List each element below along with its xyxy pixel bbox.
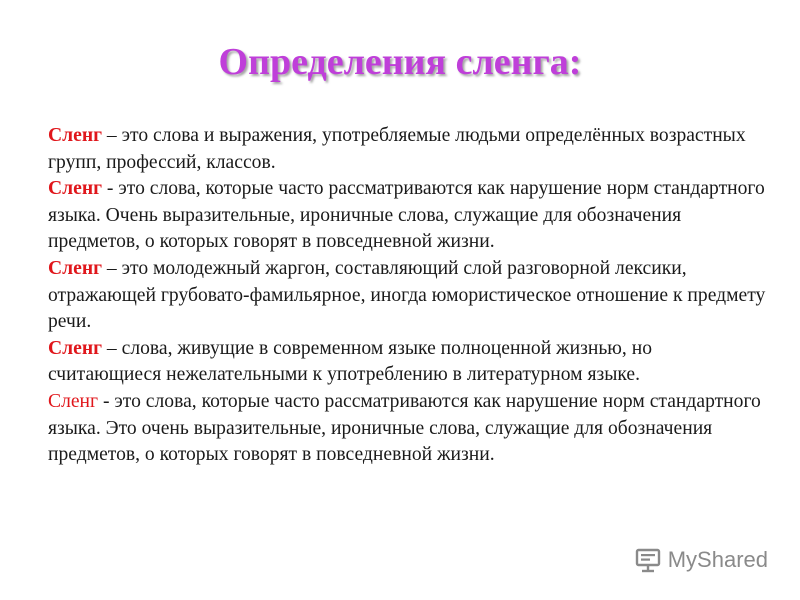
definition-text: - это слова, которые часто рассматриваются как нарушение норм стандартного языка. Это очень выразительные, ироничные слова, служащие для обозначения предметов, о которых говорят в повседневной жизни. xyxy=(48,390,761,466)
watermark-text: MyShared xyxy=(667,547,768,572)
definition-term: Сленг xyxy=(48,125,103,146)
definition-text: – это молодежный жаргон, составляющий слой разговорной лексики, отражающей грубовато-фамильярное, иногда юмористическое отношение к предмету речи. xyxy=(48,257,766,333)
myshared-watermark xyxy=(634,546,768,574)
definition-term: Сленг xyxy=(48,257,103,279)
slide-title: Определения сленга: xyxy=(218,41,582,83)
definition-item xyxy=(48,336,768,389)
definition-text: – это слова и выражения, употребляемые людьми определённых возрастных групп, профессий, классов. xyxy=(48,125,746,173)
definitions-list xyxy=(48,123,768,469)
definition-item xyxy=(48,389,768,469)
definition-item xyxy=(48,176,768,256)
definition-term: Сленг xyxy=(48,337,103,359)
definition-text: – слова, живущие в современном языке полноценной жизнью, но считающиеся нежелательными к употреблению в литературном языке. xyxy=(48,337,652,386)
definition-text: - это слова, которые часто рассматриваются как нарушение норм стандартного языка. Очень выразительные, ироничные слова, служащие для обозначения предметов, о которых говорят в повседневной жизни. xyxy=(48,178,765,253)
presentation-board-icon xyxy=(634,546,662,574)
definition-term: Сленг xyxy=(48,390,99,412)
definition-term: Сленг xyxy=(48,178,103,200)
definition-item xyxy=(48,256,768,336)
definition-item xyxy=(48,123,768,176)
